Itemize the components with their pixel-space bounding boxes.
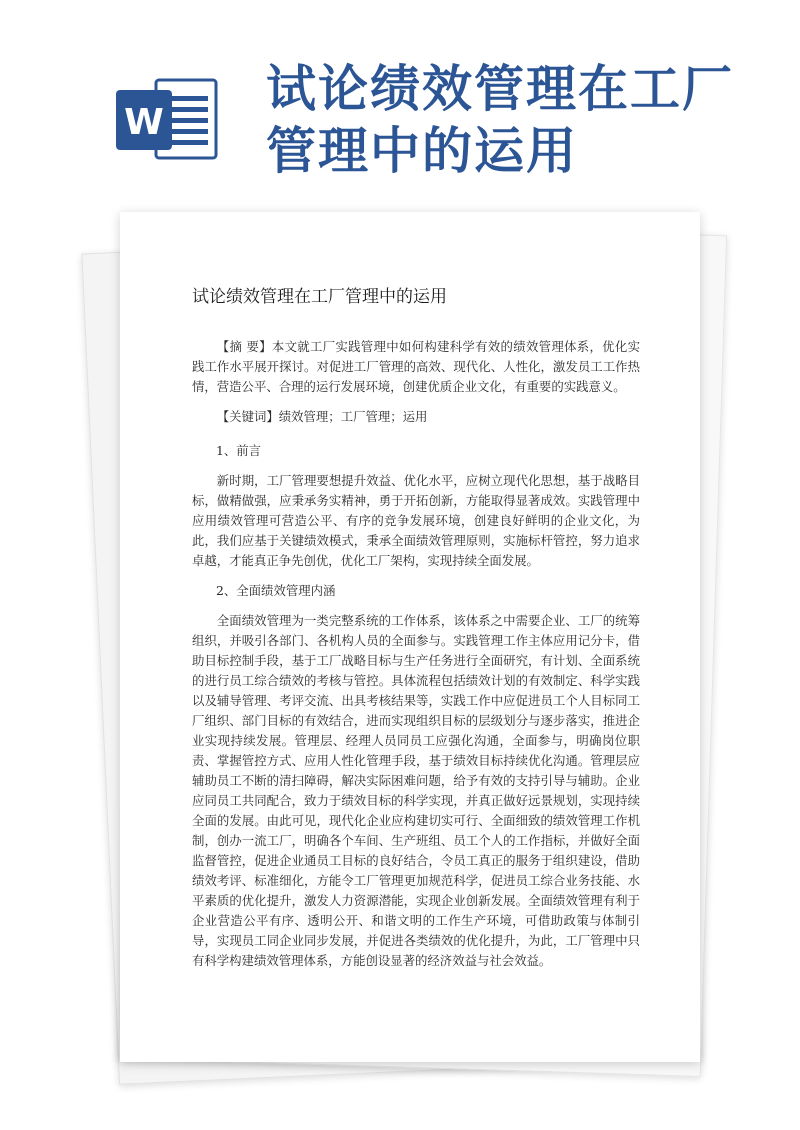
word-doc-icon xyxy=(112,74,220,164)
document-page xyxy=(120,212,700,1062)
document-title: 试论绩效管理在工厂管理中的运用 xyxy=(192,287,447,307)
header-title: 试论绩效管理在工厂管理中的运用 xyxy=(266,60,734,180)
keywords-paragraph: 【关键词】绩效管理；工厂管理；运用 xyxy=(216,409,428,424)
abstract-paragraph: 【摘 要】本文就工厂实践管理中如何构建科学有效的绩效管理体系，优化实践工作水平展开探讨。对促进工厂管理的高效、现代化、人性化，激发员工工作热情，营造公平、合理的运行发展环境，创建优质企业文化，有重要的实践意义。 xyxy=(192,339,640,394)
header xyxy=(0,0,800,210)
section-1-body: 新时期，工厂管理要想提升效益、优化水平，应树立现代化思想，基于战略目标，做精做强，应秉承务实精神，勇于开拓创新，方能取得显著成效。实践管理中应用绩效管理可营造公平、有序的竞争发展环境，创建良好鲜明的企业文化，为此，我们应基于关键绩效模式，秉承全面绩效管理原则，实施标杆管控，努力追求卓越，才能真正争先创优，优化工厂架构，实现持续全面发展。 xyxy=(192,473,640,568)
section-2-heading: 2、全面绩效管理内涵 xyxy=(216,583,336,598)
section-1-heading: 1、前言 xyxy=(216,443,262,458)
word-icon-letter: W xyxy=(124,102,164,143)
section-2-body: 全面绩效管理为一类完整系统的工作体系，该体系之中需要企业、工厂的统筹组织，并吸引各部门、各机构人员的全面参与。实践管理工作主体应用记分卡，借助目标控制手段，基于工厂战略目标与生产任务进行全面研究，有计划、全面系统的进行员工综合绩效的考核与管控。具体流程包括绩效计划的有效制定、科学实践以及辅导管理、考评交流、出具考核结果等，实践工作中应促进员工个人目标同工厂组织、部门目标的有效结合，进而实现组织目标的层级划分与逐步落实，推进企业实现持续发展。管理层、经理人员同员工应强化沟通，全面参与，明确岗位职责、掌握管控方式、应用人性化管理手段，基于绩效目标持续优化沟通。管理层应辅助员工不断的清扫障碍，解决实际困难问题，给予有效的支持引导与辅助。企业应同员工共同配合，致力于绩效目标的科学实现，并真正做好远景规划，实现持续全面的发展。由此可见，现代化企业应构建切实可行、全面细致的绩效管理工作机制，创办一流工厂，明确各个车间、生产班组、员工个人的工作指标，并做好全面监督管控，促进企业通员工目标的良好结合，令员工真正的服务于组织建设，借助绩效考评、标准细化，方能令工厂管理更加规范科学，促进员工综合业务技能、水平素质的优化提升，激发人力资源潜能，实现企业创新发展。全面绩效管理有利于企业营造公平有序、透明公开、和谐文明的工作生产环境，可借助政策与体制引导，实现员工同企业同步发展，并促进各类绩效的优化提升，为此，工厂管理中只有科学构建绩效管理体系，方能创设显著的经济效益与社会效益。 xyxy=(192,613,640,968)
